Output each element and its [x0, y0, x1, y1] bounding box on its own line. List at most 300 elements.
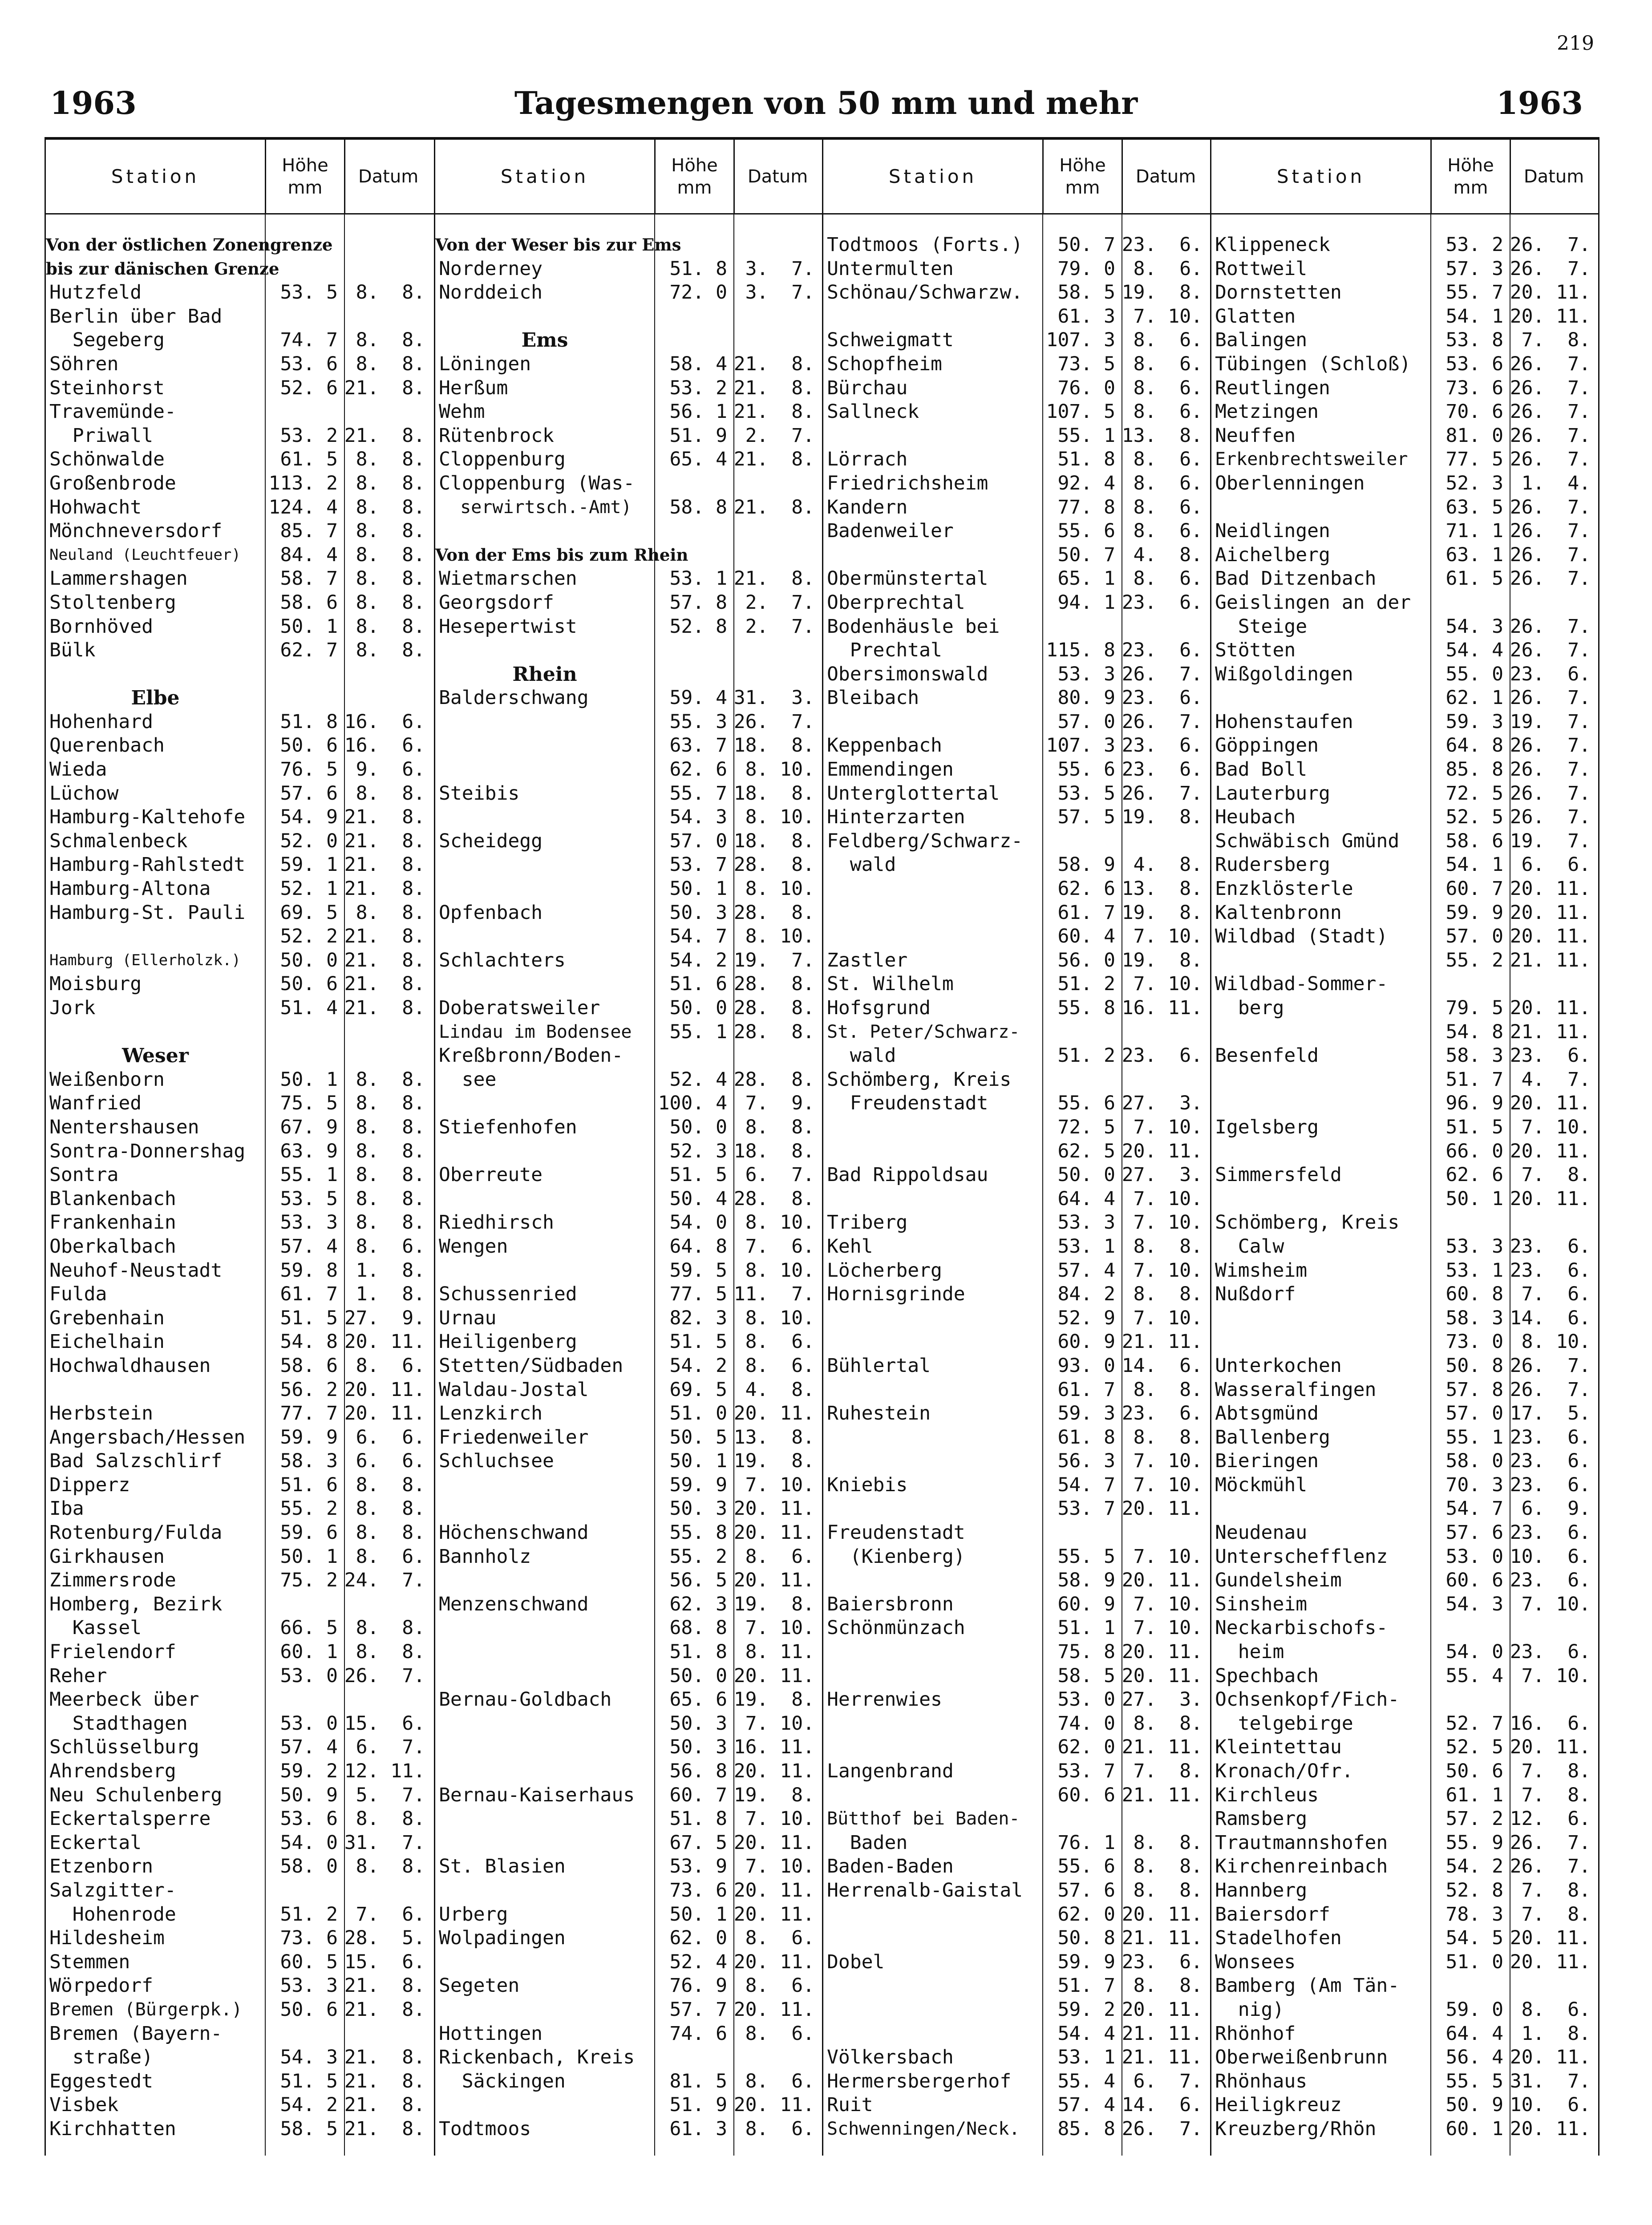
station-name: Hornisgrinde — [827, 1283, 965, 1306]
date-value: 19. 8. — [1122, 949, 1203, 971]
date-value: 6. 9. — [1521, 1497, 1591, 1520]
table-row — [435, 1020, 822, 1044]
height-value: 51. 7 — [1446, 1068, 1503, 1091]
table-row — [1211, 1712, 1598, 1736]
height-value: 53. 7 — [669, 854, 727, 876]
date-value: 19. 8. — [733, 1688, 814, 1711]
height-value: 52. 8 — [1446, 1879, 1503, 1901]
station-name: Bremen (Bayern- — [49, 2022, 223, 2045]
station-name: Stemmen — [49, 1950, 130, 1973]
date-value: 14. 6. — [1510, 1307, 1591, 1329]
date-value: 13. 8. — [1122, 878, 1203, 900]
table-row — [823, 1330, 1210, 1354]
table-row — [823, 1712, 1210, 1736]
station-name: Sontra-Donnershag — [49, 1140, 246, 1162]
height-value: 81. 0 — [1446, 424, 1503, 447]
station-name: Heiligenberg — [439, 1331, 577, 1353]
table-row — [1211, 448, 1598, 472]
height-value: 50. 1 — [280, 1068, 338, 1091]
station-name: Schopfheim — [827, 352, 942, 375]
height-value: 64. 8 — [1446, 734, 1503, 757]
table-row — [46, 1426, 434, 1450]
table-row — [1211, 1163, 1598, 1187]
station-name: Eichelhain — [49, 1331, 165, 1353]
height-value: 50. 8 — [1057, 1927, 1115, 1950]
height-value: 59. 9 — [1446, 901, 1503, 924]
height-value: 93. 0 — [1057, 1354, 1115, 1377]
table-row — [1211, 782, 1598, 806]
table-row — [1211, 496, 1598, 520]
date-value: 20. 11. — [344, 1402, 425, 1425]
section-heading: bis zur dänischen Grenze — [46, 259, 279, 279]
station-name: Rickenbach, Kreis — [439, 2046, 635, 2069]
height-value: 59. 9 — [669, 1473, 727, 1496]
date-value: 21. 8. — [344, 1974, 425, 1997]
height-value: 53. 0 — [1446, 1545, 1503, 1568]
date-value: 8. 6. — [1521, 1998, 1591, 2021]
height-value: 75. 5 — [280, 1092, 338, 1115]
table-row — [823, 1307, 1210, 1331]
height-value: 50. 1 — [280, 1545, 338, 1568]
station-name: Eggestedt — [49, 2070, 153, 2092]
date-value: 8. 8. — [356, 639, 425, 662]
height-value: 64. 4 — [1446, 2022, 1503, 2045]
station-name: Neuhof-Neustadt — [49, 1259, 223, 1282]
table-row — [435, 1736, 822, 1760]
station-name: Reutlingen — [1215, 376, 1330, 399]
date-value: 8. 8. — [356, 448, 425, 471]
date-value: 8. 8. — [356, 520, 425, 542]
table-row — [823, 424, 1210, 448]
station-name: Emmendingen — [827, 758, 954, 781]
station-name: Obermünstertal — [827, 567, 988, 590]
date-value: 26. 7. — [1510, 782, 1591, 805]
height-value: 58. 6 — [280, 591, 338, 614]
height-value: 54. 3 — [280, 2046, 338, 2069]
height-value: 53. 6 — [280, 352, 338, 375]
table-row — [435, 949, 822, 973]
table-row — [46, 1688, 434, 1712]
table-row — [823, 400, 1210, 424]
station-name: Opfenbach — [439, 901, 543, 924]
table-row — [46, 2117, 434, 2141]
table-row — [435, 496, 822, 520]
height-value: 50. 7 — [1057, 234, 1115, 256]
height-value: 107. 3 — [1046, 329, 1115, 352]
height-value: 55. 8 — [669, 1521, 727, 1544]
height-value: 53. 3 — [1446, 1235, 1503, 1258]
column-header — [46, 140, 434, 214]
column-header — [435, 140, 822, 214]
table-row — [46, 734, 434, 758]
height-value: 51. 5 — [280, 1307, 338, 1329]
table-row — [46, 901, 434, 925]
height-value: 52. 1 — [280, 878, 338, 900]
table-row — [46, 853, 434, 877]
height-value: 77. 5 — [669, 1283, 727, 1306]
station-name: Etzenborn — [49, 1855, 153, 1878]
table-row — [46, 663, 434, 687]
date-value: 8. 8. — [1133, 1426, 1203, 1448]
date-value: 7. 10. — [1133, 1307, 1203, 1329]
station-name: Möckmühl — [1215, 1473, 1308, 1496]
table-row — [823, 1426, 1210, 1450]
date-value: 23. 6. — [1510, 1641, 1591, 1663]
date-value: 7. 8. — [1521, 1784, 1591, 1806]
height-value: 59. 6 — [280, 1521, 338, 1544]
date-value: 7. 6. — [1521, 1283, 1591, 1306]
table-row — [823, 1903, 1210, 1927]
table-row — [435, 972, 822, 996]
date-value: 26. 7. — [1510, 687, 1591, 709]
table-row — [435, 1282, 822, 1307]
height-value: 100. 4 — [658, 1092, 727, 1115]
height-value: 53. 5 — [1057, 782, 1115, 805]
station-name: Steibis — [439, 782, 520, 805]
station-name: Cloppenburg — [439, 448, 566, 471]
table-row — [823, 1211, 1210, 1235]
date-value: 7. 10. — [1133, 973, 1203, 995]
table-row — [435, 1855, 822, 1879]
table-row — [46, 1497, 434, 1521]
table-row — [823, 758, 1210, 782]
height-value: 62. 6 — [1057, 878, 1115, 900]
date-value: 7. 10. — [1133, 1473, 1203, 1496]
column-header — [1211, 140, 1598, 214]
table-row — [823, 1831, 1210, 1855]
station-name: Hofsgrund — [827, 997, 931, 1019]
date-value: 26. 7. — [1122, 2117, 1203, 2140]
table-row — [823, 281, 1210, 305]
station-name: Schwenningen/Neck. — [827, 2118, 1020, 2139]
date-value: 7. 8. — [1133, 1760, 1203, 1782]
table-row — [1211, 901, 1598, 925]
station-name: Weißenborn — [49, 1068, 165, 1091]
station-name: Völkersbach — [827, 2046, 954, 2069]
date-value: 12. 6. — [1510, 1808, 1591, 1830]
height-value: 53. 2 — [1446, 234, 1503, 256]
station-name: St. Blasien — [439, 1855, 566, 1878]
height-value: 54. 2 — [669, 949, 727, 971]
station-name: Erkenbrechtsweiler — [1215, 449, 1408, 470]
height-value: 54. 7 — [1057, 1473, 1115, 1496]
section-heading: Von der Weser bis zur Ems — [435, 235, 681, 255]
date-value: 8. 8. — [356, 352, 425, 375]
station-name: Wörpedorf — [49, 1974, 153, 1997]
table-row — [823, 949, 1210, 973]
height-value: 54. 7 — [669, 925, 727, 948]
table-row — [435, 1569, 822, 1593]
height-value: 51. 2 — [1057, 1044, 1115, 1067]
table-row — [1211, 1855, 1598, 1879]
date-value: 19. 7. — [1510, 710, 1591, 733]
date-value: 4. 8. — [1133, 854, 1203, 876]
station-name: Lammershagen — [49, 567, 188, 590]
station-name: Wengen — [439, 1235, 508, 1258]
table-row — [435, 1712, 822, 1736]
height-value: 58. 3 — [1446, 1307, 1503, 1329]
station-name: Wildbad-Sommer- — [1215, 973, 1388, 995]
height-value: 74. 0 — [1057, 1712, 1115, 1735]
height-value: 51. 6 — [669, 973, 727, 995]
date-value: 16. 11. — [733, 1736, 814, 1759]
date-value: 26. 7. — [1510, 376, 1591, 399]
date-value: 23. 6. — [1122, 591, 1203, 614]
station-name: Neuland (Leuchtfeuer) — [49, 546, 241, 564]
table-row — [1211, 257, 1598, 281]
table-row — [1211, 1974, 1598, 1998]
station-name: Hohenhard — [49, 710, 153, 733]
station-name: Ramsberg — [1215, 1808, 1308, 1830]
height-value: 62. 3 — [669, 1593, 727, 1615]
station-name: Blankenbach — [49, 1187, 176, 1210]
table-row — [1211, 829, 1598, 854]
table-row — [435, 1879, 822, 1903]
date-value: 6. 6. — [356, 1426, 425, 1448]
date-value: 26. 7. — [1510, 234, 1591, 256]
height-value: 76. 0 — [1057, 376, 1115, 399]
date-value: 26. 7. — [1510, 257, 1591, 280]
date-value: 23. 6. — [1510, 1569, 1591, 1592]
date-value: 7. 10. — [1521, 1664, 1591, 1687]
height-value: 67. 9 — [280, 1116, 338, 1138]
date-value: 20. 11. — [733, 1760, 814, 1782]
date-value: 20. 11. — [733, 1831, 814, 1854]
date-value: 20. 11. — [733, 1998, 814, 2021]
station-name: Kassel — [49, 1617, 142, 1639]
header-hoehe: Höhe mm — [1042, 140, 1122, 213]
table-row — [823, 2070, 1210, 2094]
table-row — [435, 352, 822, 376]
date-value: 28. 8. — [733, 997, 814, 1019]
date-value: 26. 7. — [733, 710, 814, 733]
date-value: 26. 7. — [1510, 567, 1591, 590]
table-row — [1211, 567, 1598, 591]
date-value: 23. 6. — [1510, 1235, 1591, 1258]
table-row — [46, 352, 434, 376]
table-row — [46, 686, 434, 710]
table-row — [1211, 615, 1598, 639]
height-value: 50. 1 — [669, 1450, 727, 1473]
height-value: 57. 0 — [1446, 1402, 1503, 1425]
station-name: Obersimonswald — [827, 663, 988, 685]
date-value: 8. 8. — [356, 1808, 425, 1830]
station-name: Wietmarschen — [439, 567, 577, 590]
table-row — [823, 1259, 1210, 1283]
height-value: 77. 5 — [1446, 448, 1503, 471]
station-name: Steinhorst — [49, 376, 165, 399]
date-value: 20. 11. — [1510, 997, 1591, 1019]
date-value: 3. 7. — [745, 257, 814, 280]
height-value: 53. 6 — [1446, 352, 1503, 375]
date-value: 7. 10. — [745, 1617, 814, 1639]
station-name: Oberlenningen — [1215, 472, 1365, 494]
height-value: 73. 6 — [280, 1927, 338, 1950]
height-value: 57. 5 — [1057, 806, 1115, 829]
height-value: 59. 4 — [669, 687, 727, 709]
table-row — [1211, 1116, 1598, 1140]
date-value: 20. 11. — [1510, 2117, 1591, 2140]
date-value: 8. 6. — [745, 2070, 814, 2092]
date-value: 19. 7. — [1510, 829, 1591, 852]
station-name: Bülk — [49, 639, 96, 662]
date-value: 24. 7. — [344, 1569, 425, 1592]
height-value: 54. 2 — [1446, 1855, 1503, 1878]
table-row — [46, 1330, 434, 1354]
date-value: 21. 8. — [733, 496, 814, 518]
date-value: 19. 8. — [733, 1593, 814, 1615]
table-row — [823, 1473, 1210, 1497]
table-row — [435, 1903, 822, 1927]
date-value: 14. 6. — [1122, 2094, 1203, 2116]
station-name: Sinsheim — [1215, 1593, 1308, 1615]
date-value: 26. 7. — [1510, 615, 1591, 638]
table-row — [823, 1354, 1210, 1378]
table-row — [1211, 1903, 1598, 1927]
date-value: 8. 8. — [356, 1617, 425, 1639]
station-name: Lauterburg — [1215, 782, 1330, 805]
station-name: Bremen (Bürgerpk.) — [49, 1999, 243, 2020]
height-value: 85. 7 — [280, 520, 338, 542]
height-value: 54. 3 — [669, 806, 727, 829]
height-value: 59. 2 — [280, 1760, 338, 1782]
table-row — [823, 328, 1210, 352]
table-row — [823, 1593, 1210, 1617]
table-row — [46, 1569, 434, 1593]
date-value: 8. 8. — [356, 567, 425, 590]
station-name: Geislingen an der — [1215, 591, 1411, 614]
date-value: 21. 8. — [344, 2117, 425, 2140]
date-value: 8. 6. — [745, 1545, 814, 1568]
table-row — [46, 305, 434, 329]
column-body — [46, 233, 434, 2141]
date-value: 7. 10. — [745, 1473, 814, 1496]
height-value: 81. 5 — [669, 2070, 727, 2092]
station-name: Unterkochen — [1215, 1354, 1342, 1377]
station-name: Neckarbischofs- — [1215, 1617, 1388, 1639]
height-value: 51. 6 — [280, 1473, 338, 1496]
height-value: 79. 0 — [1057, 257, 1115, 280]
date-value: 28. 8. — [733, 1068, 814, 1091]
height-value: 58. 0 — [1446, 1450, 1503, 1473]
table-row — [435, 281, 822, 305]
date-value: 14. 6. — [1122, 1354, 1203, 1377]
table-row — [46, 758, 434, 782]
height-value: 72. 5 — [1057, 1116, 1115, 1138]
station-name: (Kienberg) — [827, 1545, 965, 1568]
height-value: 55. 4 — [1446, 1664, 1503, 1687]
date-value: 8. 8. — [356, 281, 425, 304]
station-name: Kronach/Ofr. — [1215, 1760, 1353, 1782]
table-row — [823, 1235, 1210, 1259]
station-name: Norderney — [439, 257, 543, 280]
station-name: Hohenstaufen — [1215, 710, 1353, 733]
height-value: 53. 3 — [280, 1974, 338, 1997]
date-value: 19. 8. — [733, 1784, 814, 1806]
station-name: Kreuzberg/Rhön — [1215, 2117, 1377, 2140]
section-heading: Von der Ems bis zum Rhein — [435, 545, 688, 565]
height-value: 53. 1 — [1446, 1259, 1503, 1282]
date-value: 8. 6. — [745, 1974, 814, 1997]
date-value: 16. 6. — [344, 734, 425, 757]
date-value: 7. 10. — [1133, 305, 1203, 328]
height-value: 55. 8 — [1057, 997, 1115, 1019]
height-value: 50. 1 — [669, 878, 727, 900]
table-row — [435, 1760, 822, 1784]
column-header — [823, 140, 1210, 214]
date-value: 8. 8. — [356, 901, 425, 924]
table-column — [434, 140, 822, 2156]
station-name: straße) — [49, 2046, 153, 2069]
date-value: 26. 7. — [1510, 496, 1591, 518]
table-row — [435, 1068, 822, 1092]
table-row — [46, 1545, 434, 1569]
table-row — [1211, 2117, 1598, 2141]
table-row — [1211, 639, 1598, 663]
station-name: Balderschwang — [439, 687, 589, 709]
station-name: Lindau im Bodensee — [439, 1021, 632, 1042]
height-value: 54. 0 — [1446, 1641, 1503, 1663]
height-value: 107. 3 — [1046, 734, 1115, 757]
table-row — [46, 949, 434, 973]
height-value: 53. 1 — [1057, 1235, 1115, 1258]
date-value: 20. 11. — [344, 1378, 425, 1401]
height-value: 62. 5 — [1057, 1140, 1115, 1162]
station-name: Visbek — [49, 2094, 119, 2116]
table-row — [435, 1163, 822, 1187]
height-value: 57. 8 — [1446, 1378, 1503, 1401]
station-name: Stötten — [1215, 639, 1296, 662]
table-row — [435, 2093, 822, 2117]
table-row — [435, 782, 822, 806]
table-row — [435, 925, 822, 949]
height-value: 61. 8 — [1057, 1426, 1115, 1448]
station-name: Frankenhain — [49, 1211, 176, 1234]
date-value: 5. 7. — [356, 1784, 425, 1806]
height-value: 70. 6 — [1446, 400, 1503, 423]
date-value: 20. 11. — [733, 1903, 814, 1926]
height-value: 51. 8 — [280, 710, 338, 733]
date-value: 7. 8. — [1521, 329, 1591, 352]
station-name: nig) — [1215, 1998, 1284, 2021]
station-name: Schönmünzach — [827, 1617, 965, 1639]
station-name: Wieda — [49, 758, 107, 781]
station-name: Rudersberg — [1215, 854, 1330, 876]
height-value: 50. 1 — [280, 615, 338, 638]
date-value: 18. 8. — [733, 1140, 814, 1162]
station-name: Aichelberg — [1215, 543, 1330, 566]
height-value: 50. 1 — [1446, 1187, 1503, 1210]
height-value: 59. 8 — [280, 1259, 338, 1282]
height-value: 53. 0 — [1057, 1688, 1115, 1711]
date-value: 21. 11. — [1510, 949, 1591, 971]
station-name: Hildesheim — [49, 1927, 165, 1950]
station-name: Kirchhatten — [49, 2117, 176, 2140]
date-value: 8. 8. — [356, 1164, 425, 1186]
height-value: 59. 1 — [280, 854, 338, 876]
table-row — [46, 1593, 434, 1617]
date-value: 26. 7. — [1510, 1354, 1591, 1377]
table-row — [1211, 1545, 1598, 1569]
date-value: 10. 6. — [1510, 2094, 1591, 2116]
date-value: 12. 11. — [344, 1760, 425, 1782]
table-row — [46, 1784, 434, 1808]
date-value: 8. 8. — [356, 1521, 425, 1544]
table-row — [1211, 2022, 1598, 2046]
table-row — [435, 1998, 822, 2022]
table-row — [1211, 1569, 1598, 1593]
height-value: 57. 6 — [1446, 1521, 1503, 1544]
